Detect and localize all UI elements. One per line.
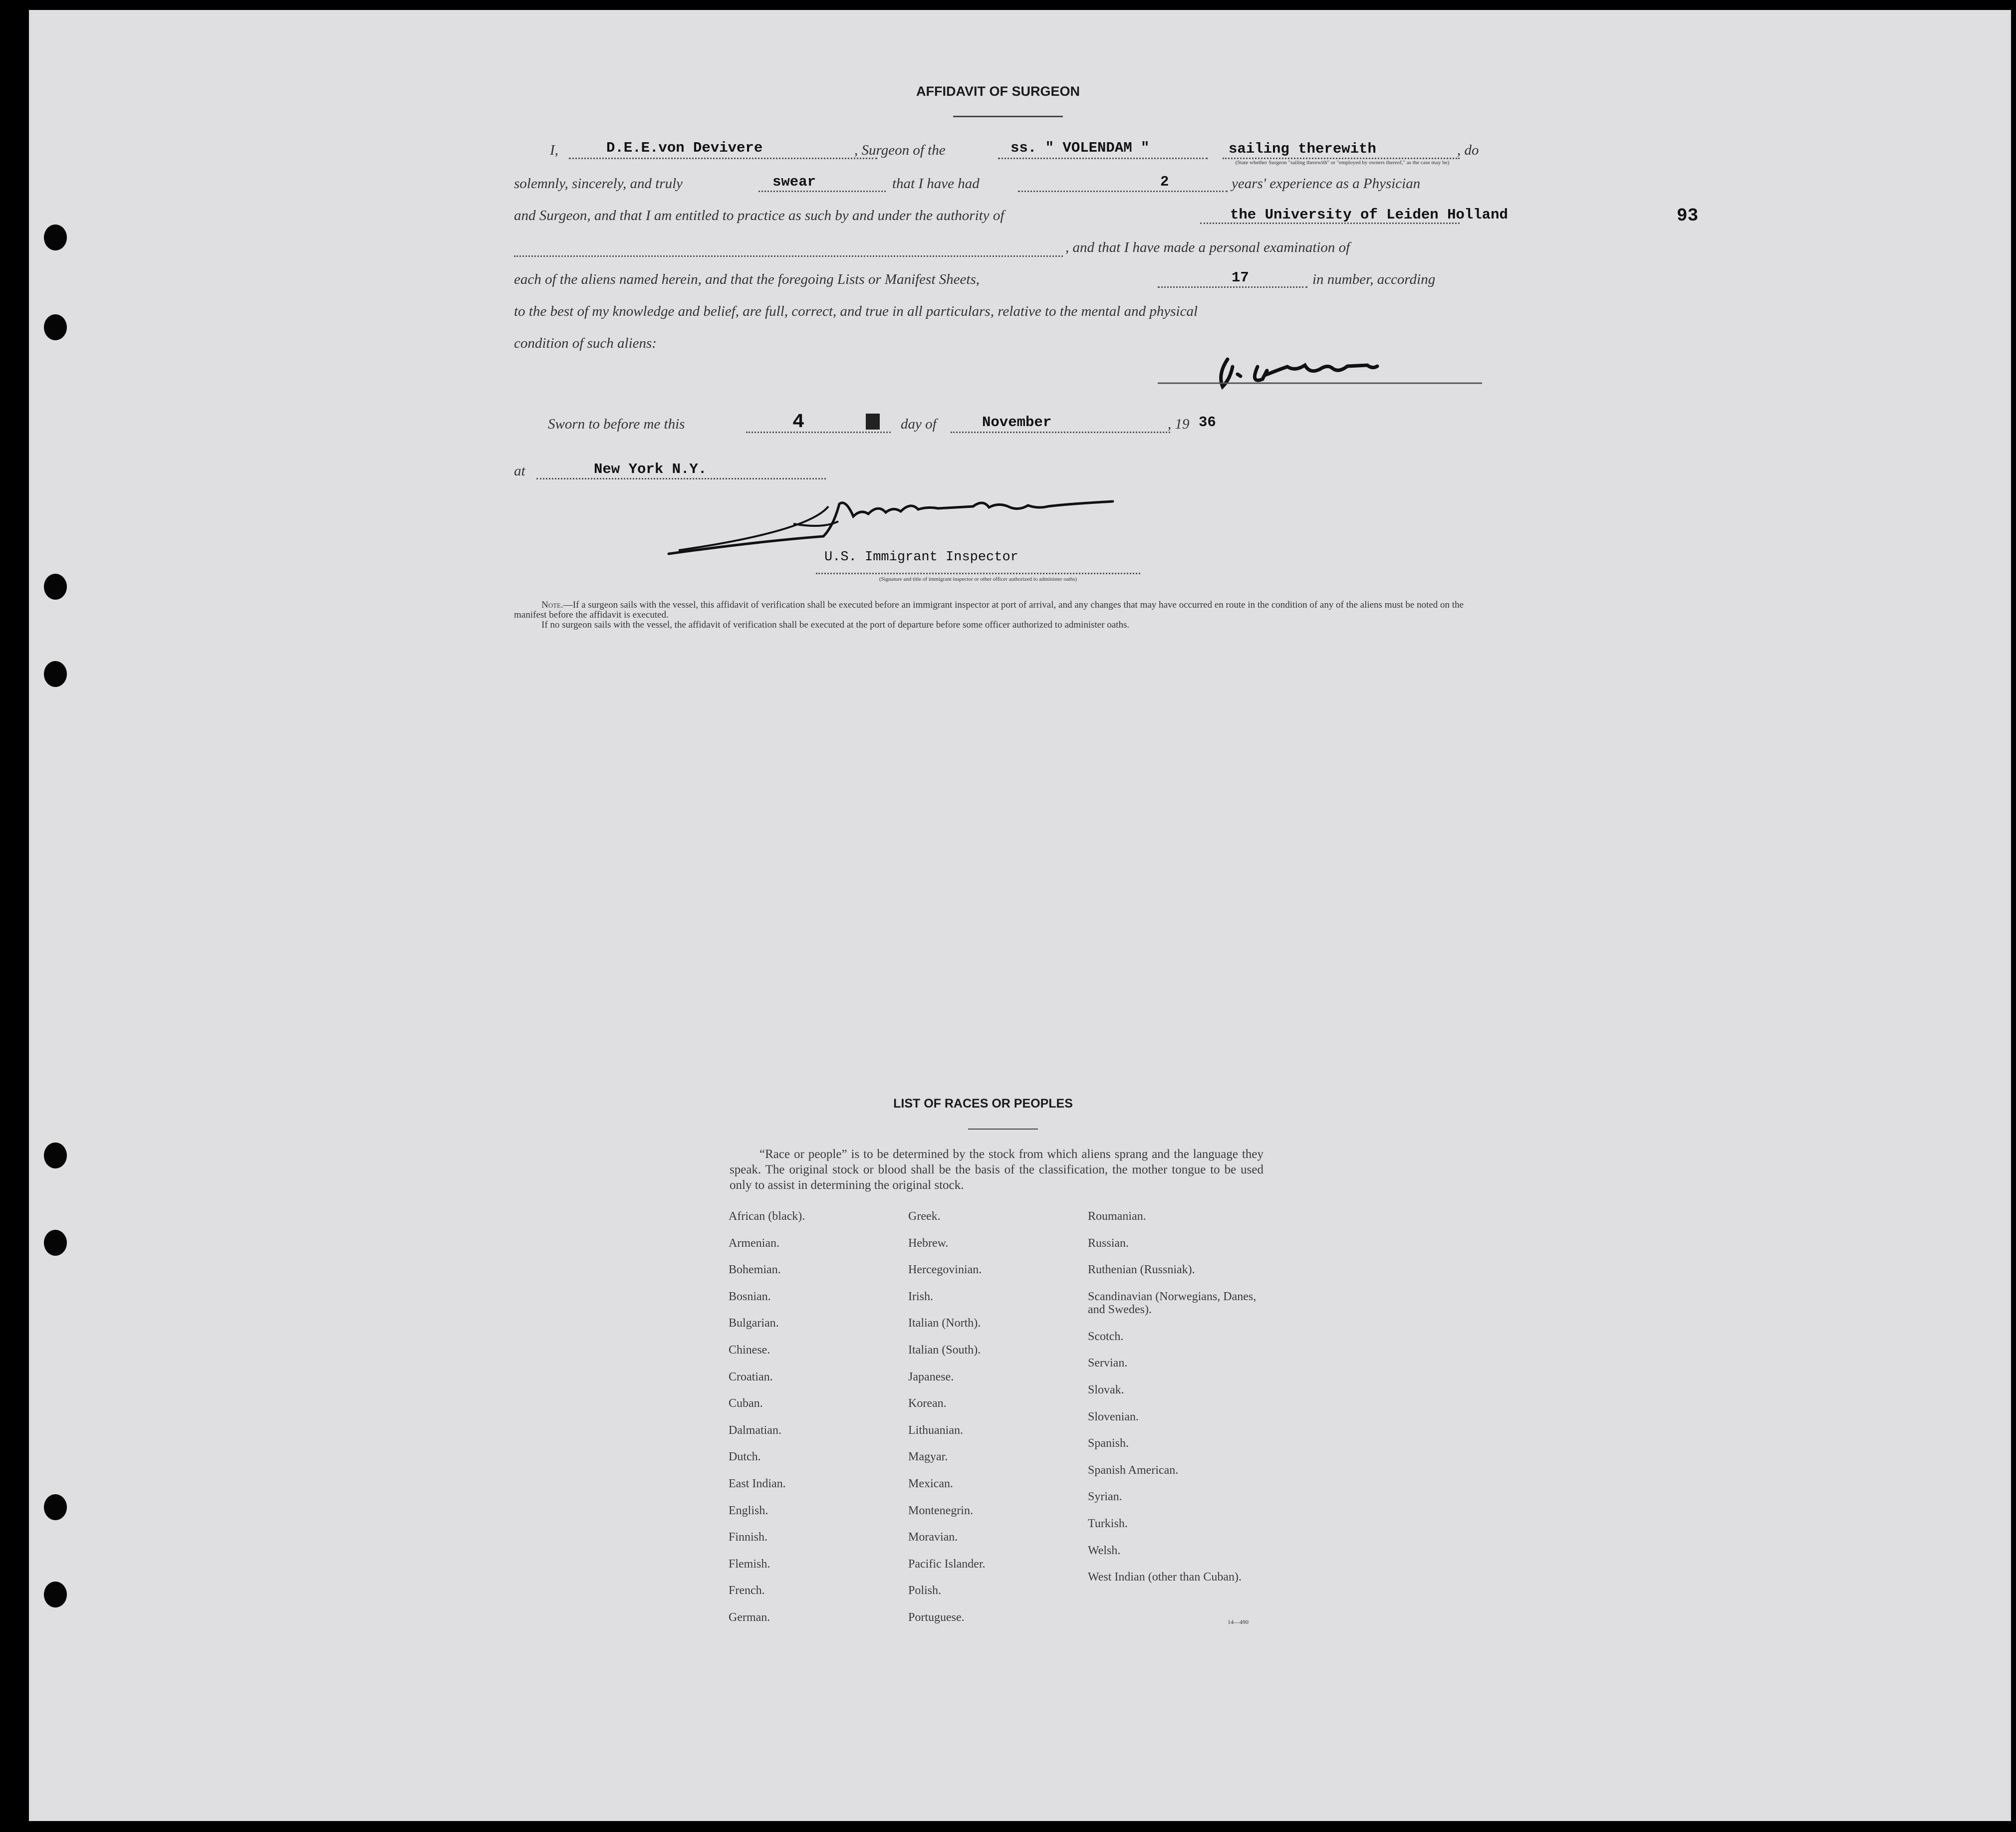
race-item: Croatian.	[729, 1370, 773, 1383]
title-rule	[953, 116, 1063, 117]
race-item: Hercegovinian.	[908, 1263, 982, 1277]
race-item: Italian (North).	[908, 1317, 981, 1330]
race-item: Portuguese.	[908, 1610, 965, 1624]
race-item: Dalmatian.	[729, 1423, 781, 1437]
page-number: 93	[1677, 206, 1699, 226]
race-item: Bosnian.	[729, 1290, 771, 1303]
note-label: Note.	[541, 600, 563, 610]
races-title: LIST OF RACES OR PEOPLES	[893, 1097, 1073, 1111]
row4-suffix: , and that I have made a personal examination of	[1065, 239, 1350, 255]
row2-suffix: years' experience as a Physician	[1232, 176, 1421, 192]
punch-hole	[44, 1494, 67, 1520]
punch-hole	[44, 1143, 67, 1168]
sworn-month: November	[982, 414, 1052, 431]
race-item: Chinese.	[729, 1343, 770, 1357]
oath-type: swear	[772, 174, 816, 190]
race-item: Syrian.	[1088, 1490, 1122, 1504]
race-item: Flemish.	[729, 1557, 770, 1571]
race-item: Scandinavian (Norwegians, Danes, and Swedes).	[1088, 1290, 1257, 1316]
row5-prefix: each of the aliens named herein, and that the foregoing Lists or Manifest Sheets,	[514, 271, 980, 287]
race-item: Polish.	[908, 1584, 942, 1598]
sworn-mid: day of	[901, 416, 937, 432]
day-suffix-smudge	[866, 414, 880, 430]
race-item: Mexican.	[908, 1477, 953, 1490]
race-item: Armenian.	[729, 1236, 779, 1250]
races-column-2	[908, 1210, 1078, 1638]
race-item: Bulgarian.	[729, 1317, 779, 1330]
race-item: French.	[729, 1584, 765, 1598]
race-item: African (black).	[729, 1210, 805, 1223]
years-experience: 2	[1160, 174, 1169, 190]
note-paragraph-2: If no surgeon sails with the vessel, the affidavit of verification shall be executed at the port of departure before some officer authorized to administer oaths.	[541, 620, 1130, 630]
race-item: Slovak.	[1088, 1383, 1124, 1396]
at-prefix: at	[514, 463, 525, 479]
affidavit-title: AFFIDAVIT OF SURGEON	[916, 84, 1080, 99]
race-item: Spanish American.	[1088, 1463, 1179, 1477]
sworn-place: New York N.Y.	[594, 461, 707, 477]
races-column-3	[1088, 1210, 1267, 1610]
race-item: Korean.	[908, 1397, 947, 1410]
race-item: Scotch.	[1088, 1330, 1124, 1343]
race-item: English.	[729, 1504, 768, 1517]
sworn-day: 4	[792, 411, 805, 434]
punch-hole	[44, 661, 67, 687]
row2-mid: that I have had	[892, 176, 980, 192]
row6-text: to the best of my knowledge and belief, are full, correct, and true in all particulars, relative to the mental and physical	[514, 303, 1198, 319]
races-column-1	[729, 1210, 898, 1638]
note-paragraph-1: —If a surgeon sails with the vessel, this affidavit of verification shall be executed before an immigrant inspector at port of arrival, and any changes that may have occurred en route in the condition of any of the aliens must be noted on the manifest before the affidavit is executed.	[514, 600, 1464, 620]
race-item: Italian (South).	[908, 1343, 981, 1357]
surgeon-name: D.E.E.von Devivere	[606, 140, 763, 156]
race-item: Pacific Islander.	[908, 1557, 986, 1571]
sworn-prefix: Sworn to before me this	[548, 416, 685, 432]
form-number: 14—490	[1228, 1618, 1249, 1625]
licensing-authority: the University of Leiden Holland	[1230, 207, 1508, 223]
punch-hole	[44, 1230, 67, 1256]
status-note: (State whether Surgeon "sailing therewith" or "employed by owners thereof," as the case may be)	[1235, 160, 1450, 166]
sworn-year: 36	[1199, 414, 1216, 431]
sworn-year-prefix: , 19	[1168, 416, 1190, 432]
race-item: Welsh.	[1088, 1544, 1121, 1557]
surgeon-status: sailing therewith	[1229, 141, 1376, 157]
race-item: Japanese.	[908, 1370, 954, 1383]
sheet-count: 17	[1232, 269, 1249, 286]
race-item: Dutch.	[729, 1450, 761, 1464]
races-intro: “Race or people” is to be determined by the stock from which aliens sprang and the language they speak. The original stock or blood shall be the basis of the classification, the mother tongue to be used only to assist in determining the original stock.	[730, 1147, 1263, 1192]
race-item: Cuban.	[729, 1397, 763, 1410]
race-item: Spanish.	[1088, 1437, 1129, 1450]
race-item: Bohemian.	[729, 1263, 781, 1277]
row3-prefix: and Surgeon, and that I am entitled to practice as such by and under the authority of	[514, 208, 1005, 224]
row2-prefix: solemnly, sincerely, and truly	[514, 176, 683, 192]
race-item: Finnish.	[729, 1531, 768, 1544]
race-item: Servian.	[1088, 1357, 1128, 1370]
punch-hole	[44, 574, 67, 600]
race-item: Russian.	[1088, 1236, 1129, 1250]
row5-suffix: in number, according	[1312, 271, 1436, 287]
race-item: Lithuanian.	[908, 1423, 963, 1437]
inspector-title: U.S. Immigrant Inspector	[824, 550, 1018, 565]
race-item: West Indian (other than Cuban).	[1088, 1571, 1242, 1584]
inspector-caption: (Signature and title of immigrant inspector or other officer authorized to administer oaths)	[879, 576, 1077, 582]
race-item: Ruthenian (Russniak).	[1088, 1263, 1195, 1277]
punch-hole	[44, 225, 67, 250]
race-item: German.	[729, 1610, 770, 1624]
races-rule	[968, 1129, 1038, 1130]
race-item: Slovenian.	[1088, 1410, 1139, 1423]
race-item: East Indian.	[729, 1477, 786, 1490]
row1-mid: , Surgeon of the	[854, 142, 946, 158]
race-item: Montenegrin.	[908, 1504, 973, 1517]
row1-suffix: , do	[1457, 142, 1479, 158]
row1-prefix: I,	[550, 142, 558, 158]
race-item: Moravian.	[908, 1531, 958, 1544]
race-item: Roumanian.	[1088, 1210, 1146, 1223]
race-item: Magyar.	[908, 1450, 948, 1464]
race-item: Greek.	[908, 1210, 941, 1223]
surgeon-signature	[1158, 344, 1482, 394]
punch-hole	[44, 1582, 67, 1607]
row7-text: condition of such aliens:	[514, 335, 657, 351]
race-item: Turkish.	[1088, 1517, 1128, 1530]
punch-hole	[44, 314, 67, 340]
affidavit-note	[514, 600, 1482, 630]
race-item: Irish.	[908, 1290, 933, 1303]
vessel-name: ss. " VOLENDAM "	[1010, 140, 1150, 156]
race-item: Hebrew.	[908, 1236, 949, 1250]
